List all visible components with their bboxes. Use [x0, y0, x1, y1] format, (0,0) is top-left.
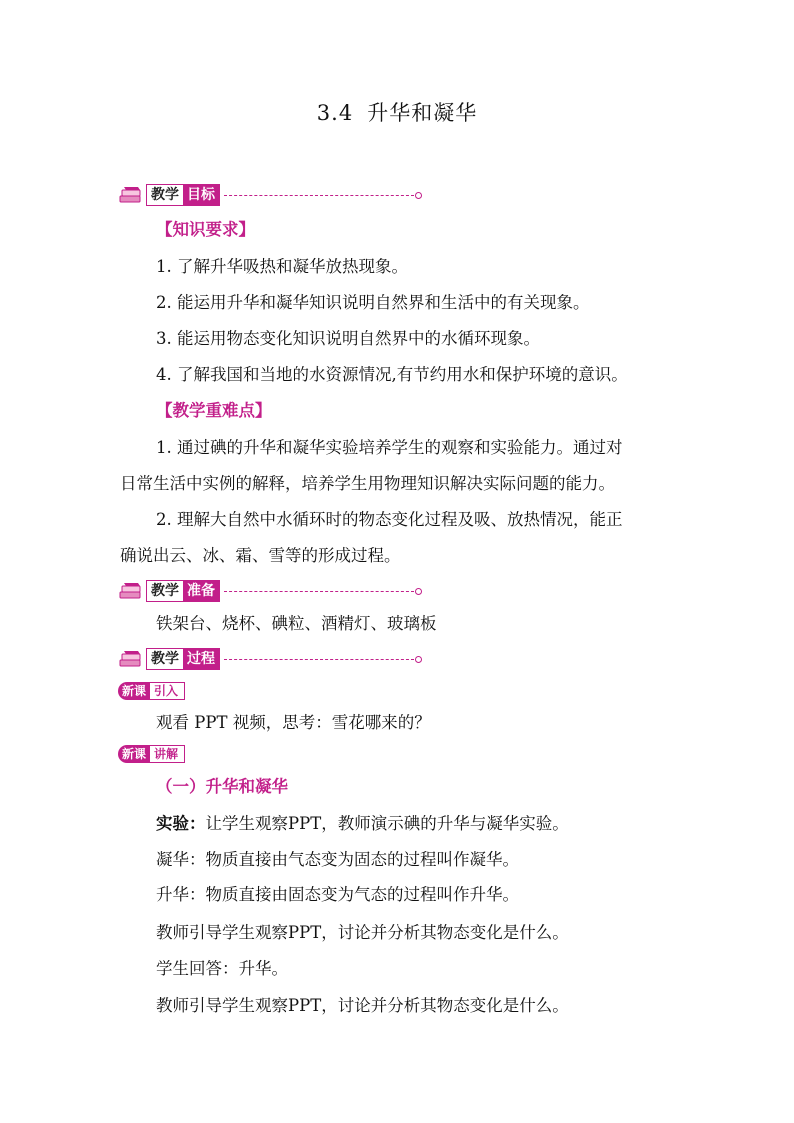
tag-label-a: 新课 — [118, 682, 150, 700]
section-number: 3.4 — [316, 101, 354, 125]
divider — [224, 195, 414, 196]
divider — [224, 591, 414, 592]
guide-line: 教师引导学生观察PPT，讨论并分析其物态变化是什么。 — [156, 996, 569, 1015]
section-header-prep — [118, 580, 422, 602]
experiment-label: 实验： — [156, 814, 206, 833]
keypoint-line: 确说出云、冰、霜、雪等的形成过程。 — [120, 546, 401, 565]
experiment-line — [156, 812, 569, 836]
knowledge-item: 3. 能运用物态变化知识说明自然界中的水循环现象。 — [156, 329, 540, 348]
section-label — [146, 184, 220, 206]
divider-end — [415, 192, 422, 199]
subsection-heading: （一）升华和凝华 — [156, 777, 288, 796]
definition-sublime: 升华：物质直接由固态变为气态的过程叫作升华。 — [156, 885, 519, 904]
knowledge-heading: 【知识要求】 — [156, 220, 255, 239]
knowledge-item: 2. 能运用升华和凝华知识说明自然界和生活中的有关现象。 — [156, 293, 590, 312]
tag-label-b: 讲解 — [150, 745, 185, 763]
guide-line: 教师引导学生观察PPT，讨论并分析其物态变化是什么。 — [156, 923, 569, 942]
knowledge-item: 4. 了解我国和当地的水资源情况,有节约用水和保护环境的意识。 — [156, 365, 628, 384]
books-icon — [118, 185, 144, 205]
books-icon — [118, 649, 144, 669]
materials-list: 铁架台、烧杯、碘粒、酒精灯、玻璃板 — [156, 614, 437, 633]
title-text: 升华和凝华 — [367, 101, 478, 125]
divider — [224, 659, 414, 660]
section-label-a: 教学 — [147, 581, 183, 601]
intro-text: 观看 PPT 视频，思考：雪花哪来的？ — [156, 713, 431, 732]
page-title — [0, 97, 794, 127]
divider-end — [415, 588, 422, 595]
divider-end — [415, 656, 422, 663]
tag-lecture — [118, 744, 185, 764]
tag-label-a: 新课 — [118, 745, 150, 763]
tag-label-b: 引入 — [150, 682, 185, 700]
section-header-goals — [118, 184, 422, 206]
section-label-a: 教学 — [147, 649, 183, 669]
knowledge-item: 1. 了解升华吸热和凝华放热现象。 — [156, 257, 408, 276]
tag-intro — [118, 681, 185, 701]
keypoint-line: 日常生活中实例的解释，培养学生用物理知识解决实际问题的能力。 — [120, 474, 615, 493]
keypoints-heading: 【教学重难点】 — [156, 401, 272, 420]
keypoint-line: 2. 理解大自然中水循环时的物态变化过程及吸、放热情况，能正 — [156, 510, 623, 529]
experiment-text: 让学生观察PPT，教师演示碘的升华与凝华实验。 — [205, 814, 569, 833]
section-label — [146, 648, 220, 670]
section-header-process — [118, 648, 422, 670]
keypoint-line: 1. 通过碘的升华和凝华实验培养学生的观察和实验能力。通过对 — [156, 438, 623, 457]
student-answer: 学生回答：升华。 — [156, 959, 288, 978]
section-label-b: 目标 — [183, 185, 219, 205]
section-label-b: 过程 — [183, 649, 219, 669]
section-label-a: 教学 — [147, 185, 183, 205]
section-label-b: 准备 — [183, 581, 219, 601]
section-label — [146, 580, 220, 602]
definition-condense: 凝华：物质直接由气态变为固态的过程叫作凝华。 — [156, 850, 519, 869]
books-icon — [118, 581, 144, 601]
